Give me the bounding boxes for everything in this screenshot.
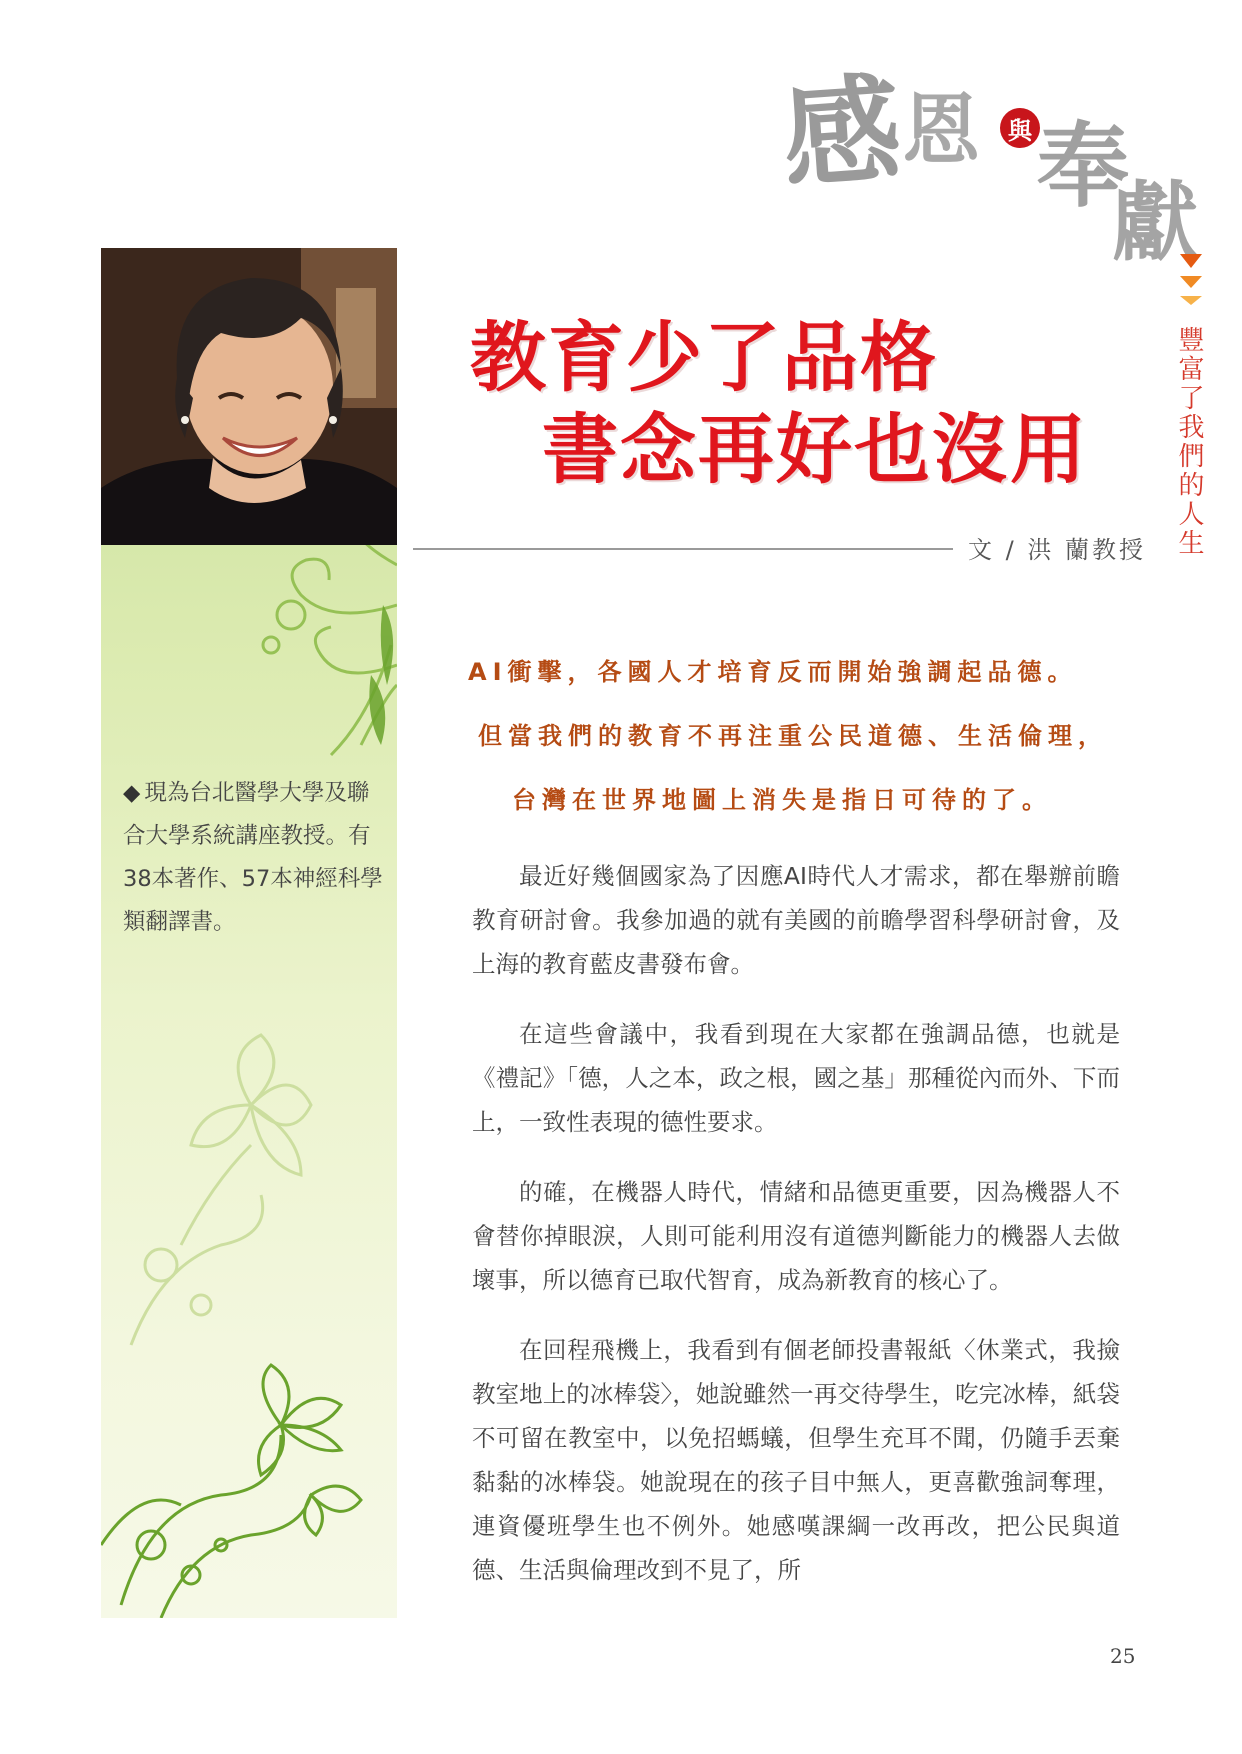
quote-line-3: 台灣在世界地圖上消失是指日可待的了。: [512, 786, 1052, 814]
page-number: 25: [1110, 1644, 1136, 1668]
triangle-icon: [1180, 296, 1202, 305]
quote-line-2: 但當我們的教育不再注重公民道德、生活倫理，: [478, 722, 1108, 750]
header-char-2: 恩: [902, 85, 981, 176]
header-seal: 與: [1000, 108, 1040, 148]
section-vertical-label: 豐富了我們的人生: [1174, 326, 1204, 558]
author-bio-text: 現為台北醫學大學及聯合大學系統講座教授。有38本著作、57本神經科學類翻譯書。: [123, 780, 383, 935]
portrait-illustration: [101, 248, 397, 545]
triangle-icon: [1180, 254, 1202, 268]
floral-swirl-decoration-icon: [101, 545, 397, 1618]
body-paragraph-2: 在這些會議中，我看到現在大家都在強調品德，也就是《禮記》「德，人之本，政之根，國之基」那種從內而外、下而上，一致性表現的德性要求。: [472, 1020, 1120, 1136]
author-portrait: [101, 248, 397, 545]
header-char-3: 奉: [1037, 112, 1130, 220]
section-header-calligraphy: [777, 38, 1202, 273]
body-paragraph-4: 在回程飛機上，我看到有個老師投書報紙〈休業式，我撿教室地上的冰棒袋〉，她說雖然一再交待學生，吃完冰棒，紙袋不可留在教室中，以免招螞蟻，但學生充耳不聞，仍隨手丟棄黏黏的冰棒袋。她說現在的孩子目中無人，更喜歡強詞奪理，連資優班學生也不例外。她感嘆課綱一改再改，把公民與道德、生活與倫理改到不見了，所: [472, 1336, 1120, 1584]
header-char-1: 感: [777, 59, 906, 206]
triangle-icon: [1180, 276, 1202, 288]
triangle-markers-icon: [1178, 254, 1204, 313]
quote-line-1: AI衝擊，各國人才培育反而開始強調起品德。: [468, 658, 1078, 686]
pull-quote: [468, 640, 1148, 832]
author-byline: 文 / 洪 蘭教授: [968, 536, 1146, 564]
sidebar: [101, 248, 397, 1618]
header-char-4: 獻: [1112, 172, 1198, 273]
body-paragraph-3: 的確，在機器人時代，情緒和品德更重要，因為機器人不會替你掉眼淚，人則可能利用沒有道德判斷能力的機器人去做壞事，所以德育已取代智育，成為新教育的核心了。: [472, 1178, 1120, 1294]
author-bio: [123, 772, 387, 944]
article-title: [470, 312, 1110, 496]
title-line-1: 教育少了品格: [470, 313, 938, 402]
body-paragraph-1: 最近好幾個國家為了因應AI時代人才需求，都在舉辦前瞻教育研討會。我參加過的就有美國的前瞻學習科學研討會，及上海的教育藍皮書發布會。: [472, 862, 1120, 978]
author-divider: [413, 548, 953, 550]
title-line-2: 書念再好也沒用: [542, 405, 1088, 494]
diamond-bullet-icon: ◆: [123, 780, 141, 806]
article-body: [472, 854, 1120, 1618]
